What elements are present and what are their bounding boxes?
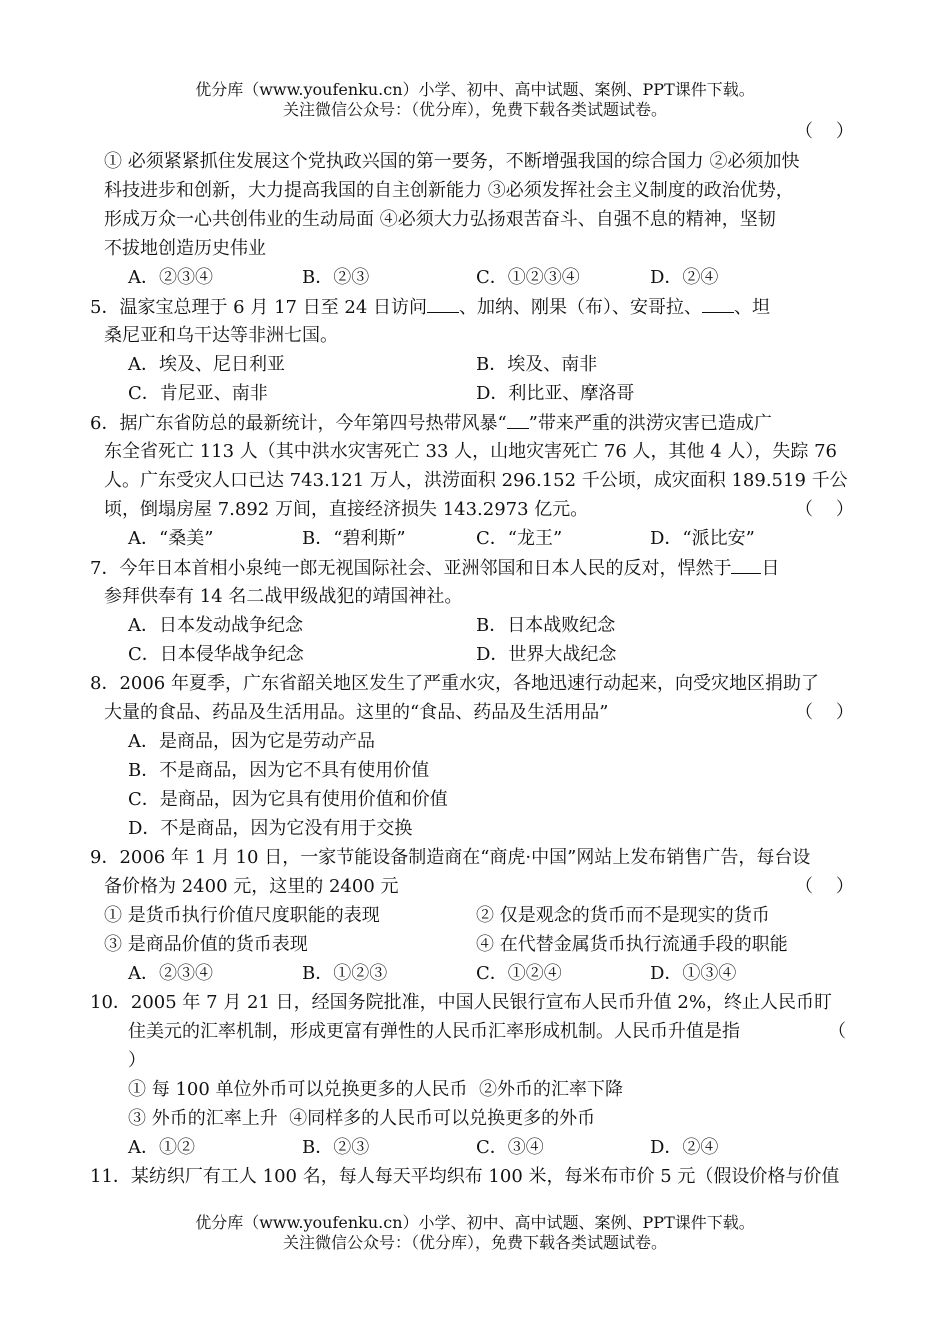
- fill-blank: [702, 295, 734, 313]
- q6-stem-line-4: 顷，倒塌房屋 7.892 万间，直接经济损失 143.2973 亿元。: [104, 499, 589, 520]
- q4-option-a: A．②③④: [128, 267, 213, 288]
- answer-paren: （ ）: [795, 702, 854, 723]
- q4-statement-line-1: ① 必须紧紧抓住发展这个党执政兴国的第一要务，不断增强我国的综合国力 ②必须加快: [104, 151, 800, 172]
- q5-option-c: C．肯尼亚、南非: [128, 383, 268, 404]
- q5-stem-line-2: 桑尼亚和乌干达等非洲七国。: [104, 325, 338, 346]
- q9-statement-3: ③ 是商品价值的货币表现: [104, 934, 308, 955]
- q8-option-b: B．不是商品，因为它不具有使用价值: [128, 760, 430, 781]
- q6-option-b: B．“碧利斯”: [302, 528, 406, 549]
- q4-statement-line-4: 不拔地创造历史伟业: [104, 238, 266, 259]
- q5-option-a: A．埃及、尼日利亚: [128, 354, 285, 375]
- q10-option-d: D．②④: [650, 1137, 719, 1158]
- q10-statement-line-1: ① 每 100 单位外币可以兑换更多的人民币 ②外币的汇率下降: [128, 1079, 623, 1100]
- q9-option-c: C．①②④: [476, 963, 562, 984]
- q9-option-d: D．①③④: [650, 963, 737, 984]
- q4-statement-line-3: 形成万众一心共创伟业的生动局面 ④必须大力弘扬艰苦奋斗、自强不息的精神，坚韧: [104, 209, 776, 230]
- q5-option-b: B．埃及、南非: [476, 354, 598, 375]
- answer-paren: （ ）: [795, 121, 854, 142]
- q4-option-d: D．②④: [650, 267, 719, 288]
- q7-option-a: A．日本发动战争纪念: [128, 615, 303, 636]
- fill-blank: [427, 295, 459, 313]
- q9-statement-4: ④ 在代替金属货币执行流通手段的职能: [476, 934, 788, 955]
- answer-paren-close: ）: [128, 1050, 146, 1071]
- q9-statement-1: ① 是货币执行价值尺度职能的表现: [104, 905, 380, 926]
- fill-blank: [731, 556, 761, 574]
- q6-option-d: D．“派比安”: [650, 528, 755, 549]
- footer-line-2: 关注微信公众号：（优分库），免费下载各类试题试卷。: [282, 1233, 667, 1252]
- q6-stem-line-3: 人。广东受灾人口已达 743.121 万人，洪涝面积 296.152 千公顷，成灾面积 189.519 千公: [104, 470, 848, 491]
- q4-option-b: B．②③: [302, 267, 370, 288]
- q10-stem-line-1: 10．2005 年 7 月 21 日，经国务院批准，中国人民银行宣布人民币升值 2%，终止人民币盯: [90, 992, 832, 1013]
- q7-stem-line-2: 参拜供奉有 14 名二战甲级战犯的靖国神社。: [104, 586, 463, 607]
- q7-option-d: D．世界大战纪念: [476, 644, 617, 665]
- answer-paren: （ ）: [795, 876, 854, 897]
- q8-option-d: D．不是商品，因为它没有用于交换: [128, 818, 413, 839]
- q8-stem-line-1: 8．2006 年夏季，广东省韶关地区发生了严重水灾，各地迅速行动起来，向受灾地区捐助了: [90, 673, 819, 694]
- q10-statement-line-2: ③ 外币的汇率上升 ④同样多的人民币可以兑换更多的外币: [128, 1108, 596, 1129]
- answer-paren-open: （: [828, 1021, 846, 1042]
- q9-stem-line-1: 9．2006 年 1 月 10 日，一家节能设备制造商在“商虎·中国”网站上发布销售广告，每台设: [90, 847, 811, 868]
- q10-option-a: A．①②: [128, 1137, 195, 1158]
- header-line-1: 优分库（www.youfenku.cn）小学、初中、高中试题、案例、PPT课件下载。: [195, 80, 755, 99]
- q11-stem-line-1: 11．某纺织厂有工人 100 名，每人每天平均织布 100 米，每米布市价 5 元（假设价格与价值: [90, 1166, 840, 1187]
- fill-blank: [507, 411, 529, 429]
- q7-option-b: B．日本战败纪念: [476, 615, 616, 636]
- q9-stem-line-2: 备价格为 2400 元，这里的 2400 元: [104, 876, 399, 897]
- q7-option-c: C．日本侵华战争纪念: [128, 644, 304, 665]
- q6-stem-line-2: 东全省死亡 113 人（其中洪水灾害死亡 33 人，山地灾害死亡 76 人，其他 4 人），失踪 76: [104, 441, 838, 462]
- q9-option-a: A．②③④: [128, 963, 213, 984]
- q8-stem-line-2: 大量的食品、药品及生活用品。这里的“食品、药品及生活用品”: [104, 702, 609, 723]
- q5-option-d: D．利比亚、摩洛哥: [476, 383, 635, 404]
- q9-statement-2: ② 仅是观念的货币而不是现实的货币: [476, 905, 770, 926]
- q6-stem-line-1: 6．据广东省防总的最新统计，今年第四号热带风暴“ ”带来严重的洪涝灾害已造成广: [90, 413, 772, 434]
- q4-option-c: C．①②③④: [476, 267, 580, 288]
- q6-option-c: C．“龙王”: [476, 528, 563, 549]
- q7-stem-line-1: 7．今年日本首相小泉纯一郎无视国际社会、亚洲邻国和日本人民的反对，悍然于 日: [90, 558, 780, 579]
- q10-option-c: C．③④: [476, 1137, 544, 1158]
- footer-line-1: 优分库（www.youfenku.cn）小学、初中、高中试题、案例、PPT课件下载。: [195, 1213, 755, 1232]
- header-line-2: 关注微信公众号：（优分库），免费下载各类试题试卷。: [282, 100, 667, 119]
- q9-option-b: B．①②③: [302, 963, 388, 984]
- answer-paren: （ ）: [795, 499, 854, 520]
- q10-stem-line-2: 住美元的汇率机制，形成更富有弹性的人民币汇率形成机制。人民币升值是指: [128, 1021, 740, 1042]
- q10-option-b: B．②③: [302, 1137, 370, 1158]
- q6-option-a: A．“桑美”: [128, 528, 214, 549]
- q8-option-c: C．是商品，因为它具有使用价值和价值: [128, 789, 448, 810]
- q8-option-a: A．是商品，因为它是劳动产品: [128, 731, 375, 752]
- q5-stem-line-1: 5．温家宝总理于 6 月 17 日至 24 日访问 、加纳、刚果（布）、安哥拉、 、坦: [90, 297, 771, 318]
- q4-statement-line-2: 科技进步和创新，大力提高我国的自主创新能力 ③必须发挥社会主义制度的政治优势，: [104, 180, 794, 201]
